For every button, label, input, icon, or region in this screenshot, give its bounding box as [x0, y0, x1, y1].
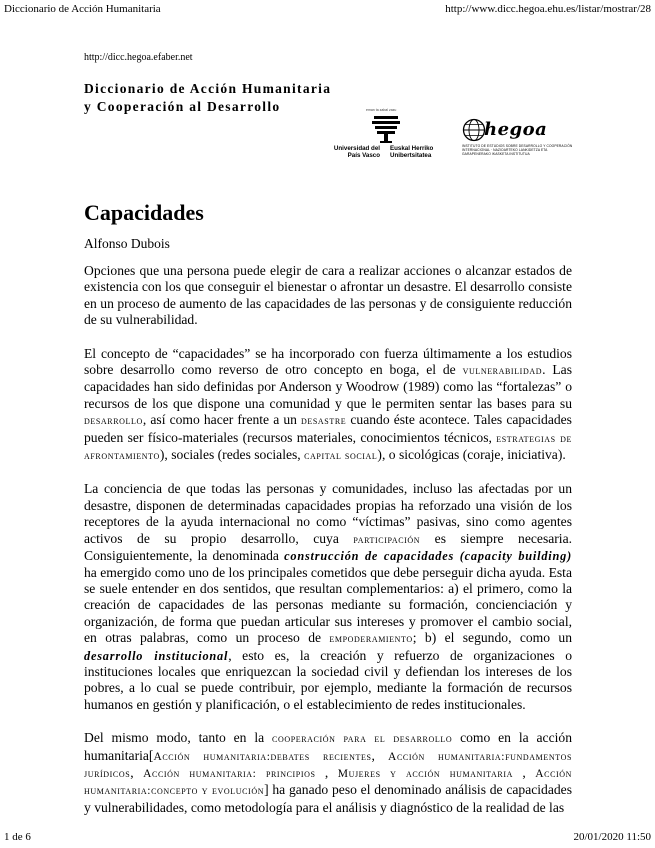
text-run: como en la acción humanitaria[ — [84, 730, 572, 763]
link-ah-concepto-y-evolucion[interactable]: Acción humanitaria:concepto y evolución — [84, 767, 573, 798]
link-participacion[interactable]: participación — [353, 533, 421, 546]
hegoa-subtitle: INSTITUTO DE ESTUDIOS SOBRE DESARROLLO Y COOPERACIÓN INTERNACIONAL · NAZIOARTEKO LANKIDETZA ETA GARAPENERAKO IKASKETA INSTITUTUA — [462, 144, 573, 157]
link-estrategias-de-afrontamiento[interactable]: estrategias de afrontamiento — [84, 432, 572, 463]
text-run: ), o sicológicas (coraje, iniciativa). — [377, 447, 566, 463]
text-run: , así como hacer frente a un — [142, 412, 302, 428]
text-run: , — [315, 764, 338, 780]
print-footer — [4, 831, 651, 845]
upv-tree-icon — [368, 114, 404, 144]
dictionary-title — [84, 80, 384, 116]
link-ah-debates-recientes[interactable]: Acción humanitaria:debates recientes — [153, 750, 372, 763]
link-empoderamiento[interactable]: empoderamiento — [329, 633, 413, 646]
emphasis-desarrollo-institucional: desarrollo institucional — [84, 648, 229, 663]
text-run: ), sociales (redes sociales, — [159, 447, 305, 463]
source-url: http://dicc.hegoa.efaber.net — [84, 52, 193, 63]
link-capital-social[interactable]: capital social — [304, 450, 378, 463]
link-mujeres-y-accion-humanitaria[interactable]: Mujeres y acción humanitaria — [337, 767, 514, 780]
text-run: cuando éste acontece. Tales capacidades pueden ser físico-materiales (recursos materiales, conocimientos técnicos, — [84, 412, 572, 445]
text-run: El concepto de “capacidades” se ha incorporado con fuerza últimamente a los estudios sobre desarrollo como reverso de otro concepto en boga, el de — [84, 345, 572, 378]
hegoa-logo — [462, 116, 574, 160]
link-ah-fundamentos-juridicos[interactable]: Acción humanitaria:fundamentos jurídicos — [84, 750, 573, 780]
text-run: ] ha ganado peso el denominado análisis de capacidades y vulnerabilidades, como metodología para el análisis y diagnóstico de la realidad de las — [84, 782, 572, 815]
paragraph-4 — [84, 730, 572, 816]
link-desarrollo[interactable]: desarrollo — [84, 415, 143, 428]
text-run: , esto es, la creación y refuerzo de organizaciones o instituciones locales que enriquezcan la sociedad civil y defiendan los intereses de los pobres, a lo cual se puede contribuir, por ejemplo, mediante la formación de recursos humanos en gestión y planificación, o el establecimiento de redes institucionales. — [84, 647, 573, 712]
upv-motto: eman ta zabal zazu — [366, 108, 397, 112]
print-page-number: 1 de 6 — [4, 831, 31, 843]
paragraph-1: Opciones que una persona puede elegir de cara a realizar acciones o alcanzar estados de existencia con los que conseguir el bienestar o afrontar un desastre. El desarrollo consiste en un proceso de aumento de las capacidades de las personas y de consiguiente reducción de su vulnerabilidad. — [84, 263, 572, 328]
upv-name-eu: Euskal Herriko Unibertsitatea — [390, 145, 434, 159]
text-run: , — [513, 764, 536, 780]
hegoa-globe-icon — [462, 118, 486, 142]
print-datetime: 20/01/2020 11:50 — [573, 831, 651, 843]
print-page-title: Diccionario de Acción Humanitaria — [4, 3, 161, 15]
link-ah-principios[interactable]: Acción humanitaria: principios — [143, 767, 316, 780]
text-run: ; b) el segundo, como un — [412, 630, 572, 646]
upv-ehu-logo — [328, 108, 446, 166]
emphasis-capacity-building: construcción de capacidades (capacity building) — [284, 549, 572, 564]
link-desastre[interactable]: desastre — [301, 415, 347, 428]
article-author: Alfonso Dubois — [84, 236, 170, 251]
text-run: , — [130, 764, 144, 780]
link-vulnerabilidad[interactable]: vulnerabilidad — [462, 365, 543, 378]
print-page-url: http://www.dicc.hegoa.ehu.es/listar/mostrar/28 — [445, 3, 651, 15]
print-header — [4, 3, 651, 17]
dictionary-title-line2: y Cooperación al Desarrollo — [84, 99, 281, 114]
text-run: . Las capacidades han sido definidas por Anderson y Woodrow (1989) como las “fortalezas” o recursos de los que dispone una comunidad y que le permiten sentar las bases para su — [84, 362, 572, 411]
dictionary-title-line1: Diccionario de Acción Humanitaria — [84, 81, 332, 96]
text-run: La conciencia de que todas las personas y comunidades, incluso las afectadas por un desastre, disponen de determinadas capacidades propias ha reforzado una visión de los receptores de la ayuda internacional no como “víctimas” pasivas, sino como agentes activos de su propio desarrollo, cuya — [84, 481, 572, 546]
paragraph-3 — [84, 481, 572, 713]
text-run: Del mismo modo, tanto en la — [84, 730, 273, 746]
paragraph-2 — [84, 346, 572, 465]
article-title: Capacidades — [84, 200, 204, 225]
text-run: , — [371, 747, 389, 763]
hegoa-wordmark: hegoa — [484, 119, 548, 140]
text-run: ha emergido como uno de los principales cometidos que debe perseguir dicha ayuda. Esta se suele entender en dos sentidos, que resultan complementarios: a) el primero, como la creación de capacidades de las personas mediante su formación, concienciación y organización, de forma que puedan articular sus intereses y promover el cambio social, en otras palabras, como un proceso de — [84, 564, 572, 646]
text-run: es siempre necesaria. Consiguientemente, la denominada — [84, 530, 573, 564]
article-body — [84, 263, 572, 833]
upv-name-es: Universidad del País Vasco — [333, 145, 380, 159]
link-cooperacion-para-el-desarrollo[interactable]: cooperación para el desarrollo — [272, 733, 453, 746]
